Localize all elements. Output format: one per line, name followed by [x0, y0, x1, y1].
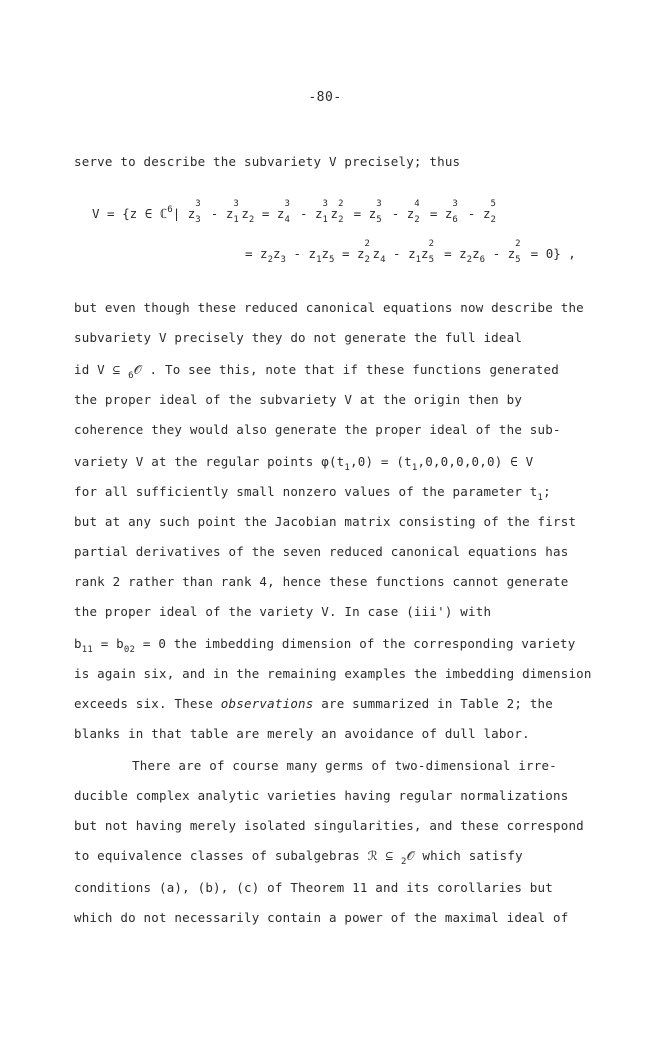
text-line: is again six, and in the remaining examples the imbedding dimension: [74, 666, 592, 681]
text-segment: for all sufficiently small nonzero values of the parameter t: [74, 484, 538, 499]
text-line: blanks in that table are merely an avoidance of dull labor.: [74, 726, 530, 741]
text-segment: observations: [220, 696, 314, 711]
text-line: conditions (a), (b), (c) of Theorem 11 and its corollaries but: [74, 880, 553, 895]
text-line: the proper ideal of the variety V. In case (iii') with: [74, 604, 492, 619]
text-line: subvariety V precisely they do not generate the full ideal: [74, 330, 523, 345]
text-line: which do not necessarily contain a power of the maximal ideal of: [74, 910, 569, 925]
text-segment: ,0,0,0,0,0) ∈ V: [417, 454, 534, 469]
text-line: partial derivatives of the seven reduced canonical equations has: [74, 544, 569, 559]
text-line: but even though these reduced canonical equations now describe the: [74, 300, 584, 315]
text-line: the proper ideal of the subvariety V at the origin then by: [74, 392, 523, 407]
paragraph-start: There are of course many germs of two-dimensional irre-: [132, 758, 557, 773]
text-line: [74, 696, 553, 712]
text-segment: the imbedding dimension of the corresponding variety: [166, 636, 576, 651]
text-line: variety V at the regular points $\varphi(t_1,0) = (t_1,0,0,0,0,0)$ ∈ V: [74, 454, 534, 473]
text-segment: ;: [543, 484, 551, 499]
text-line: $b_{11} = b_{02} = 0$ the imbedding dimension of the corresponding variety: [74, 636, 576, 655]
text-line: but not having merely isolated singularities, and these correspond: [74, 818, 584, 833]
text-line: for all sufficiently small nonzero values of the parameter $t_1$;: [74, 484, 551, 503]
equation-line-1: V = {z ∈ ℂ$^6$| z 3 3 - z 3 1 $z_2 = z$ 3 4 - z 3 1 z 2 2 = z 3 5 - z 4 2 = z 3 6 - z 5 2: [92, 199, 496, 225]
text-segment: exceeds six. These: [74, 696, 221, 711]
text-segment: ,0) = (t: [350, 454, 412, 469]
text-segment: . To see this, note that if these functions generated: [141, 362, 559, 377]
equation-line-2: = $z_2z_3 - z_1z_5 = z$ 2 2 $z_4 - z_1z$ 2 5 = $z_2z_6$ - z 2 5 = 0} ,: [245, 239, 576, 265]
text-segment: variety V at the regular points φ(t: [74, 454, 345, 469]
text-line: ducible complex analytic varieties having regular normalizations: [74, 788, 569, 803]
page-number: -80-: [308, 90, 342, 105]
text-line: but at any such point the Jacobian matrix consisting of the first: [74, 514, 577, 529]
text-line: id V ⊆ $_6$𝒪 . To see this, note that if these functions generated: [74, 362, 559, 381]
text-segment: are summarized in Table 2; the: [313, 696, 554, 711]
text-line: coherence they would also generate the proper ideal of the sub-: [74, 422, 561, 437]
text-segment: which satisfy: [414, 848, 523, 863]
text-line: serve to describe the subvariety V precisely; thus: [74, 154, 461, 169]
text-line: rank 2 rather than rank 4, hence these functions cannot generate: [74, 574, 569, 589]
text-segment: to equivalence classes of subalgebras: [74, 848, 368, 863]
text-line: to equivalence classes of subalgebras ℛ ⊆ $_2$𝒪 which satisfy: [74, 848, 523, 867]
